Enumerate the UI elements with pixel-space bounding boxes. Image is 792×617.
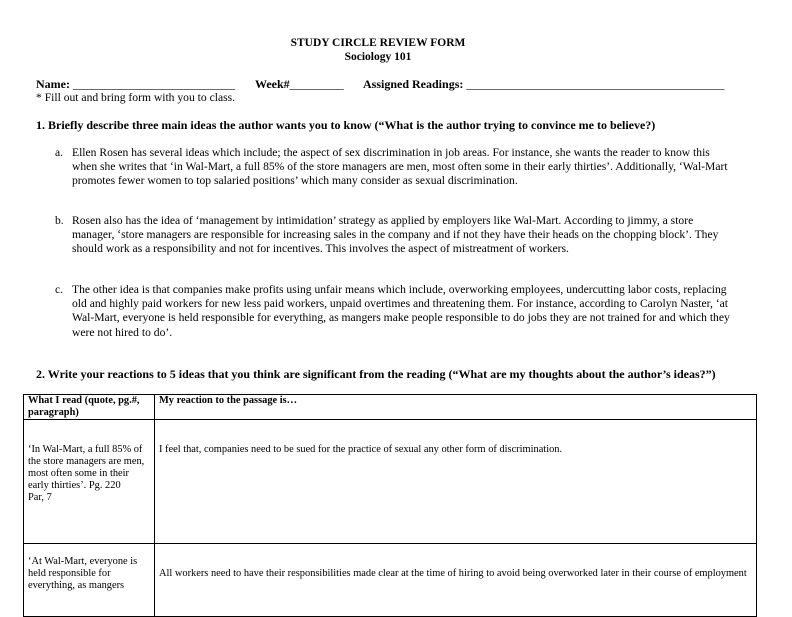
name-field[interactable] [36, 77, 235, 91]
idea-b-text: Rosen also has the idea of ‘management by intimidation’ strategy as applied by employers like Wal-Mart. According to jimmy, a store manager, ‘store managers are responsible for increasing sales in the company and if not they have their heads on the chopping block’. They should work as a responsibility and not for incentives. This involves the aspect of mistreatment of workers. [72, 214, 719, 256]
week-field[interactable] [255, 77, 344, 91]
readings-blank: ___________________________________________ [466, 77, 725, 91]
course-title: Sociology 101 [344, 51, 412, 63]
table-row [24, 420, 757, 544]
form-title: STUDY CIRCLE REVIEW FORM [290, 37, 466, 49]
name-blank: ___________________________ [72, 77, 235, 91]
header-what-i-read: What I read (quote, pg.#, paragraph) [24, 395, 155, 420]
week-blank: _________ [289, 77, 344, 91]
question-1-prompt: 1. Briefly describe three main ideas the author wants you to know (“What is the author trying to convince me to believe?) [36, 118, 656, 132]
idea-a-label: a. [55, 146, 64, 159]
table-header-row [24, 395, 757, 420]
idea-b-label: b. [55, 214, 64, 227]
idea-a-text: Ellen Rosen has several ideas which include; the aspect of sex discrimination in job areas. For instance, she wants the reader to know this when she writes that ‘in Wal-Mart, a full 85% of the store managers are men, most often some in their early thirties’. Additionally, ‘Wal-Mart promotes fewer women to top salaried positions’ which many consider as sexual discrimination. [72, 146, 728, 188]
readings-label: Assigned Readings: [363, 77, 464, 91]
question-2-prompt: 2. Write your reactions to 5 ideas that you think are significant from the reading (“What are my thoughts about the author’s ideas?”) [36, 367, 716, 381]
reactions-table [23, 394, 757, 617]
quote-cell[interactable]: ‘At Wal-Mart, everyone is held responsible for everything, as mangers [24, 544, 155, 617]
reaction-cell[interactable]: I feel that, companies need to be sued for the practice of sexual any other form of discrimination. [155, 420, 757, 544]
instruction-note: * Fill out and bring form with you to class. [36, 91, 236, 104]
idea-c-text: The other idea is that companies make profits using unfair means which include, overworking employees, undercutting labor costs, replacing old and highly paid workers for new less paid workers, unpaid overtimes and threatening them. For instance, according to Carolyn Naster, ‘at Wal-Mart, everyone is held responsible for everything, as mangers make people responsible to do jobs they are not trained for and which they were not hired to do’. [72, 283, 730, 339]
readings-field[interactable] [363, 77, 724, 91]
table-row [24, 544, 757, 617]
reaction-cell[interactable]: All workers need to have their responsibilities made clear at the time of hiring to avoid being overworked later in their course of employment [155, 544, 757, 617]
name-label: Name: [36, 77, 70, 91]
idea-c-label: c. [55, 283, 64, 296]
week-label: Week# [255, 77, 290, 91]
quote-cell[interactable]: ‘In Wal-Mart, a full 85% of the store managers are men, most often some in their early thirties’. Pg. 220 Par, 7 [24, 420, 155, 544]
header-my-reaction: My reaction to the passage is… [155, 395, 757, 420]
